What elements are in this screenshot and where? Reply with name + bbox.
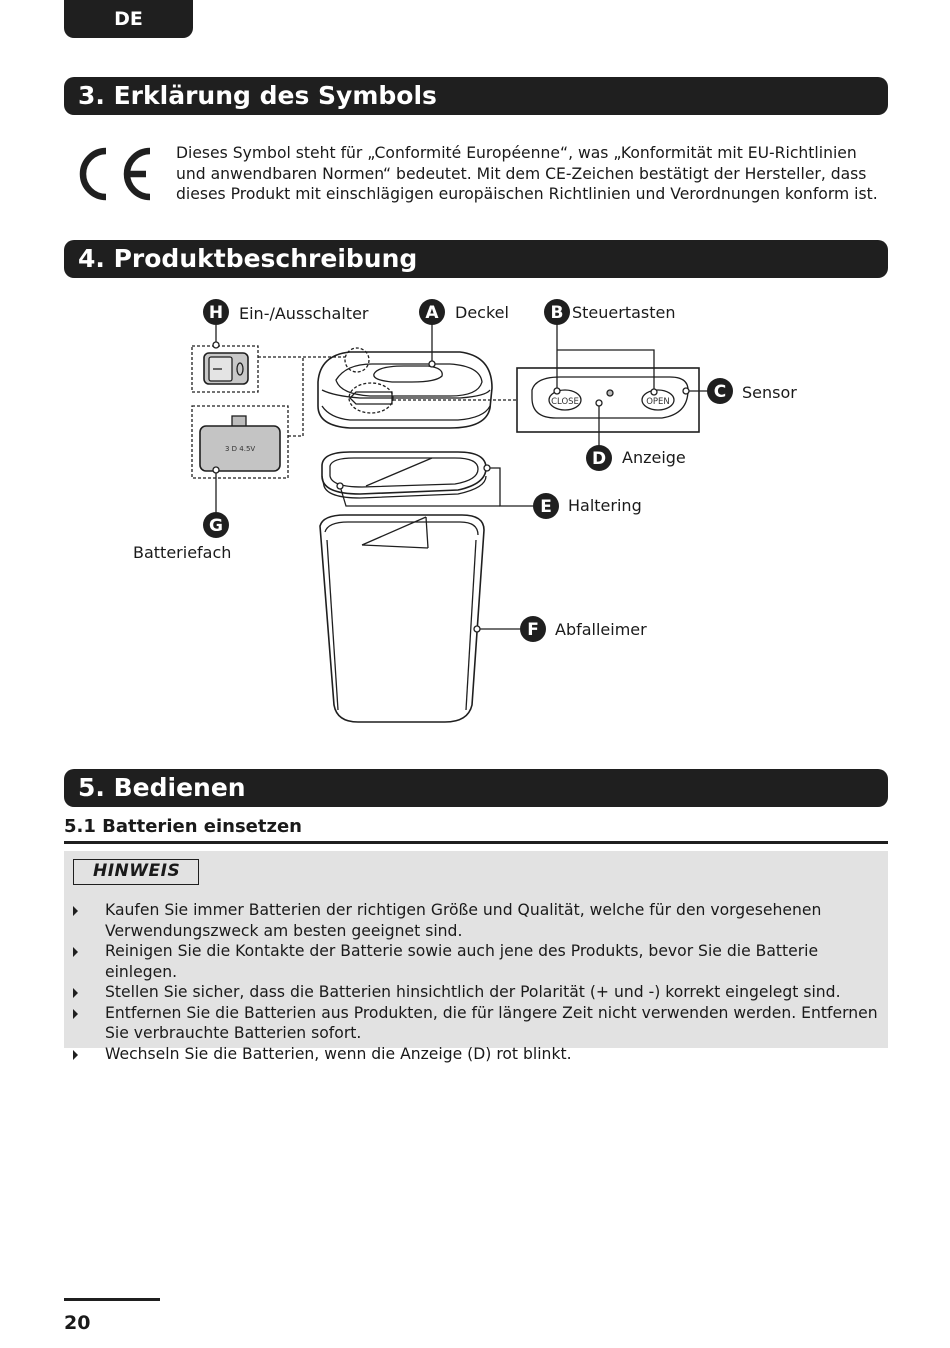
holding-ring	[322, 452, 486, 498]
callout-letter-h: H	[208, 303, 224, 323]
label-holding-ring: Haltering	[568, 496, 642, 515]
section-heading-product: 4. Produktbeschreibung	[64, 240, 888, 278]
open-button-text: OPEN	[646, 397, 670, 407]
bullet-icon	[73, 1009, 78, 1019]
label-lid: Deckel	[455, 303, 509, 322]
callout-letter-e: E	[540, 497, 552, 517]
callout-letter-g: G	[209, 516, 223, 536]
callout-letter-b: B	[550, 303, 564, 323]
subsection-heading: 5.1 Batterien einsetzen	[64, 816, 302, 837]
ce-mark-icon	[70, 143, 156, 205]
bullet-icon	[73, 947, 78, 957]
note-box	[64, 851, 888, 1063]
bullet-icon	[73, 906, 78, 916]
list-item: Stellen Sie sicher, dass die Batterien hinsichtlich der Polarität (+ und -) korrekt eingelegt sind.	[64, 982, 888, 1003]
bullet-icon	[73, 988, 78, 998]
label-indicator: Anzeige	[622, 448, 686, 467]
footer-rule	[64, 1298, 160, 1301]
battery-spec-text: 3 D 4.5V	[225, 445, 256, 453]
bullet-icon	[73, 1050, 78, 1060]
list-item: Reinigen Sie die Kontakte der Batterie sowie auch jene des Produkts, bevor Sie die Batterie einlegen.	[64, 941, 888, 982]
lid	[318, 352, 492, 428]
product-diagram	[0, 290, 950, 730]
label-sensor: Sensor	[742, 383, 797, 402]
page-number: 20	[64, 1312, 91, 1334]
callout-letter-c: C	[713, 382, 727, 402]
ce-description: Dieses Symbol steht für „Conformité Européenne“, was „Konformität mit EU-Richtlinien und anwendbaren Normen“ bedeutet. Mit dem CE-Zeichen bestätigt der Hersteller, dass dieses Produkt mit einschlägigen europäischen Richtlinien und Verordnungen konform ist.	[176, 144, 878, 203]
callout-letter-a: A	[425, 303, 439, 323]
callout-letter-f: F	[527, 620, 539, 640]
label-waste-bin: Abfalleimer	[555, 620, 647, 639]
subsection-rule	[64, 841, 888, 844]
language-tab: DE	[64, 0, 193, 38]
section-heading-symbol: 3. Erklärung des Symbols	[64, 77, 888, 115]
list-item: Entfernen Sie die Batterien aus Produkten, die für längere Zeit nicht verwenden werden. Entfernen Sie verbrauchte Batterien sofort.	[64, 1003, 888, 1044]
list-item: Wechseln Sie die Batterien, wenn die Anzeige (D) rot blinkt.	[64, 1044, 888, 1065]
note-list	[64, 900, 888, 1064]
note-label: HINWEIS	[73, 859, 199, 885]
callout-letter-d: D	[591, 449, 607, 469]
label-battery-compartment: Batteriefach	[133, 543, 232, 562]
label-control-buttons: Steuertasten	[572, 303, 676, 322]
section-heading-operation: 5. Bedienen	[64, 769, 888, 807]
bin-body	[320, 515, 484, 722]
list-item: Kaufen Sie immer Batterien der richtigen Größe und Qualität, welche für den vorgesehenen Verwendungszweck am besten geeignet sind.	[64, 900, 888, 941]
close-button-text: CLOSE	[551, 397, 579, 407]
label-switch: Ein-/Ausschalter	[239, 304, 369, 323]
